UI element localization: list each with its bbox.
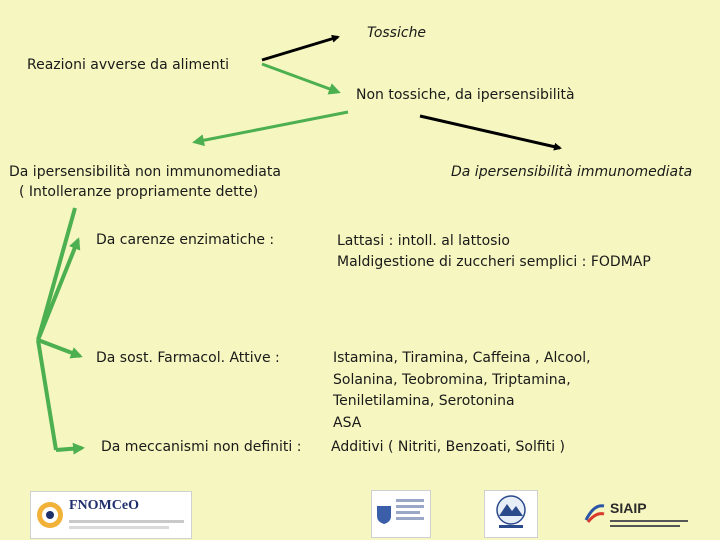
category-label-pharmacological: Da sost. Farmacol. Attive : bbox=[96, 350, 280, 366]
arrow-to-non-immuno bbox=[195, 112, 348, 142]
fnomceo-logo bbox=[30, 491, 192, 539]
arrow-to-non-toxic bbox=[262, 64, 338, 92]
fnomceo-wordmark: FNOMCeO bbox=[69, 498, 139, 513]
category-label-undefined: Da meccanismi non definiti : bbox=[101, 439, 302, 455]
siaip-logo bbox=[582, 496, 692, 536]
arrow-to-toxic bbox=[262, 37, 338, 60]
siaip-swoosh-icon bbox=[584, 502, 606, 524]
left-trunk bbox=[38, 208, 75, 340]
arrow-to-enzymatic bbox=[38, 240, 78, 340]
category-detail-undefined-1: Additivi ( Nitriti, Benzoati, Solfiti ) bbox=[331, 439, 566, 455]
society-logo-1 bbox=[371, 490, 431, 538]
root-node: Reazioni avverse da alimenti bbox=[27, 57, 229, 73]
arrow-to-pharmacological bbox=[38, 340, 80, 356]
non-immuno-node-line2: ( Intolleranze propriamente dette) bbox=[19, 184, 259, 200]
category-detail-pharmacological-3: Teniletilamina, Serotonina bbox=[333, 393, 515, 409]
category-detail-pharmacological-1: Istamina, Tiramina, Caffeina , Alcool, bbox=[333, 350, 591, 366]
non-immuno-node-line1: Da ipersensibilità non immunomediata bbox=[9, 164, 281, 180]
society-logo-2 bbox=[484, 490, 538, 538]
category-label-enzymatic: Da carenze enzimatiche : bbox=[96, 232, 275, 248]
category-detail-pharmacological-2: Solanina, Teobromina, Triptamina, bbox=[333, 372, 571, 388]
immuno-node: Da ipersensibilità immunomediata bbox=[451, 164, 693, 180]
category-detail-enzymatic-1: Lattasi : intoll. al lattosio bbox=[337, 233, 510, 249]
non-toxic-node: Non tossiche, da ipersensibilità bbox=[356, 87, 575, 103]
fnomceo-emblem-icon bbox=[35, 500, 65, 530]
category-detail-enzymatic-2: Maldigestione di zuccheri semplici : FODMAP bbox=[337, 254, 651, 270]
siaip-wordmark: SIAIP bbox=[610, 500, 647, 516]
arrow-to-undefined bbox=[56, 448, 82, 450]
shield-icon bbox=[376, 505, 392, 525]
mountain-emblem-icon bbox=[491, 494, 531, 530]
category-detail-pharmacological-4: ASA bbox=[333, 415, 362, 431]
arrow-to-immuno bbox=[420, 116, 560, 148]
toxic-node: Tossiche bbox=[367, 25, 427, 41]
left-trunk-lower bbox=[38, 340, 56, 450]
